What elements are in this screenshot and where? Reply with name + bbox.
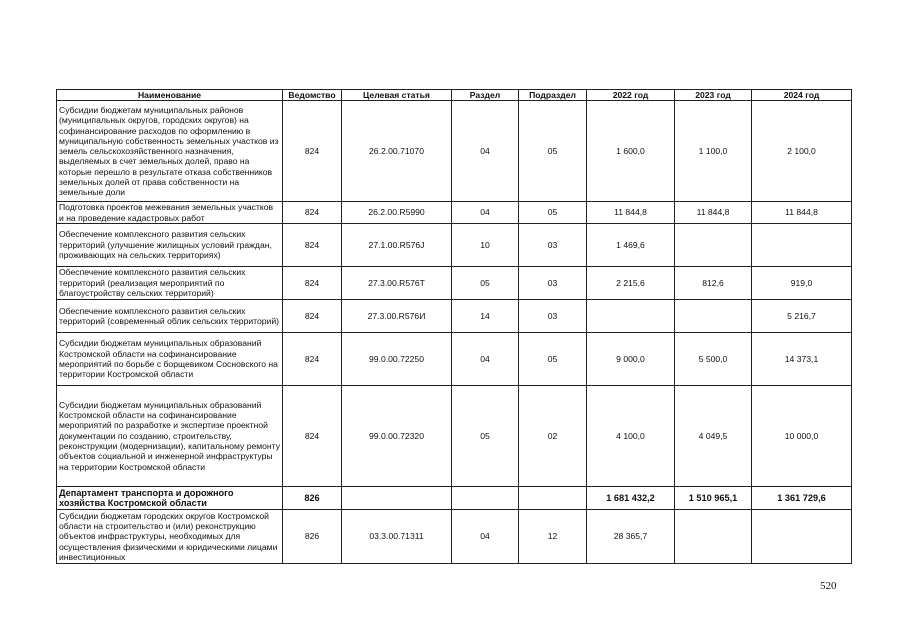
header-vedomstvo: Ведомство xyxy=(283,90,342,101)
cell-subsection: 03 xyxy=(519,223,587,266)
cell-2023: 1 510 965,1 xyxy=(675,486,752,509)
cell-target-article: 27.3.00.R576T xyxy=(342,266,452,299)
header-name: Наименование xyxy=(57,90,283,101)
cell-vedomstvo: 824 xyxy=(283,266,342,299)
cell-vedomstvo: 824 xyxy=(283,385,342,486)
cell-name: Субсидии бюджетам муниципальных районов (муниципальных округов, городских округов) на софинансирование расходов по оформлению в муниципальную собственность земельных участков из земель сельскохозяйственного назначения, выделяемых в счет земельных долей, право на которые перешло в результате отказа собственников земельных долей от права собственности на земельные доли xyxy=(57,101,283,202)
cell-section: 04 xyxy=(452,509,519,563)
table-row xyxy=(57,101,852,202)
table-row xyxy=(57,202,852,224)
cell-2023: 4 049,5 xyxy=(675,385,752,486)
cell-2022 xyxy=(587,299,675,332)
cell-2022: 1 469,6 xyxy=(587,223,675,266)
cell-name: Подготовка проектов межевания земельных участков и на проведение кадастровых работ xyxy=(57,202,283,224)
cell-subsection: 02 xyxy=(519,385,587,486)
cell-2024: 919,0 xyxy=(752,266,852,299)
cell-2024: 11 844,8 xyxy=(752,202,852,224)
cell-subsection: 03 xyxy=(519,266,587,299)
cell-name: Обеспечение комплексного развития сельских территорий (реализация мероприятий по благоустройству сельских территорий) xyxy=(57,266,283,299)
page-number: 520 xyxy=(820,580,837,592)
cell-2022: 4 100,0 xyxy=(587,385,675,486)
table-row xyxy=(57,299,852,332)
cell-vedomstvo: 826 xyxy=(283,509,342,563)
header-2024: 2024 год xyxy=(752,90,852,101)
cell-target-article: 03.3.00.71311 xyxy=(342,509,452,563)
cell-2023: 5 500,0 xyxy=(675,332,752,385)
cell-2024: 2 100,0 xyxy=(752,101,852,202)
cell-section: 05 xyxy=(452,266,519,299)
cell-2023: 1 100,0 xyxy=(675,101,752,202)
header-2022: 2022 год xyxy=(587,90,675,101)
cell-name: Обеспечение комплексного развития сельских территорий (современный облик сельских территорий) xyxy=(57,299,283,332)
cell-vedomstvo: 824 xyxy=(283,101,342,202)
cell-2023: 812,6 xyxy=(675,266,752,299)
cell-target-article xyxy=(342,486,452,509)
cell-2022: 1 600,0 xyxy=(587,101,675,202)
cell-target-article: 26.2.00.71070 xyxy=(342,101,452,202)
cell-section: 14 xyxy=(452,299,519,332)
cell-name: Обеспечение комплексного развития сельских территорий (улучшение жилищных условий граждан, проживающих на сельских территориях) xyxy=(57,223,283,266)
table-row-department xyxy=(57,486,852,509)
cell-name: Субсидии бюджетам городских округов Костромской области на строительство и (или) реконструкцию объектов инфраструктуры, необходимых для осуществления физическими и юридическими лицами инвестиционных xyxy=(57,509,283,563)
cell-2024 xyxy=(752,223,852,266)
cell-target-article: 26.2.00.R5990 xyxy=(342,202,452,224)
table-row xyxy=(57,509,852,563)
cell-name: Департамент транспорта и дорожного хозяйства Костромской области xyxy=(57,486,283,509)
cell-vedomstvo: 826 xyxy=(283,486,342,509)
cell-subsection: 03 xyxy=(519,299,587,332)
cell-2022: 2 215,6 xyxy=(587,266,675,299)
budget-table-sheet xyxy=(56,89,851,564)
cell-target-article: 27.3.00.R576И xyxy=(342,299,452,332)
cell-2024: 5 216,7 xyxy=(752,299,852,332)
cell-2022: 28 365,7 xyxy=(587,509,675,563)
cell-2024 xyxy=(752,509,852,563)
table-row xyxy=(57,332,852,385)
cell-2022: 11 844,8 xyxy=(587,202,675,224)
table-header-row xyxy=(57,90,852,101)
cell-section: 05 xyxy=(452,385,519,486)
cell-vedomstvo: 824 xyxy=(283,332,342,385)
cell-vedomstvo: 824 xyxy=(283,202,342,224)
table-row xyxy=(57,223,852,266)
cell-target-article: 99.0.00.72320 xyxy=(342,385,452,486)
cell-subsection: 05 xyxy=(519,332,587,385)
cell-name: Субсидии бюджетам муниципальных образований Костромской области на софинансирование мероприятий по разработке и экспертизе проектной документации по созданию, строительству, реконструкции (модернизации), капитальному ремонту объектов социальной и инженерной инфраструктуры на территории Костромской области xyxy=(57,385,283,486)
cell-2024: 1 361 729,6 xyxy=(752,486,852,509)
cell-vedomstvo: 824 xyxy=(283,299,342,332)
cell-name: Субсидии бюджетам муниципальных образований Костромской области на софинансирование мероприятий по борьбе с борщевиком Сосновского на территории Костромской области xyxy=(57,332,283,385)
header-section: Раздел xyxy=(452,90,519,101)
budget-table xyxy=(56,89,852,564)
cell-subsection: 12 xyxy=(519,509,587,563)
cell-subsection: 05 xyxy=(519,202,587,224)
cell-target-article: 27.1.00.R576J xyxy=(342,223,452,266)
cell-2023: 11 844,8 xyxy=(675,202,752,224)
header-2023: 2023 год xyxy=(675,90,752,101)
header-subsection: Подраздел xyxy=(519,90,587,101)
cell-section: 10 xyxy=(452,223,519,266)
cell-2023 xyxy=(675,509,752,563)
cell-section: 04 xyxy=(452,101,519,202)
cell-2022: 1 681 432,2 xyxy=(587,486,675,509)
cell-section xyxy=(452,486,519,509)
table-row xyxy=(57,266,852,299)
cell-section: 04 xyxy=(452,202,519,224)
cell-2022: 9 000,0 xyxy=(587,332,675,385)
cell-2023 xyxy=(675,223,752,266)
cell-subsection xyxy=(519,486,587,509)
cell-vedomstvo: 824 xyxy=(283,223,342,266)
cell-2024: 14 373,1 xyxy=(752,332,852,385)
cell-2024: 10 000,0 xyxy=(752,385,852,486)
cell-2023 xyxy=(675,299,752,332)
header-target-article: Целевая статья xyxy=(342,90,452,101)
cell-target-article: 99.0.00.72250 xyxy=(342,332,452,385)
cell-subsection: 05 xyxy=(519,101,587,202)
table-row xyxy=(57,385,852,486)
cell-section: 04 xyxy=(452,332,519,385)
